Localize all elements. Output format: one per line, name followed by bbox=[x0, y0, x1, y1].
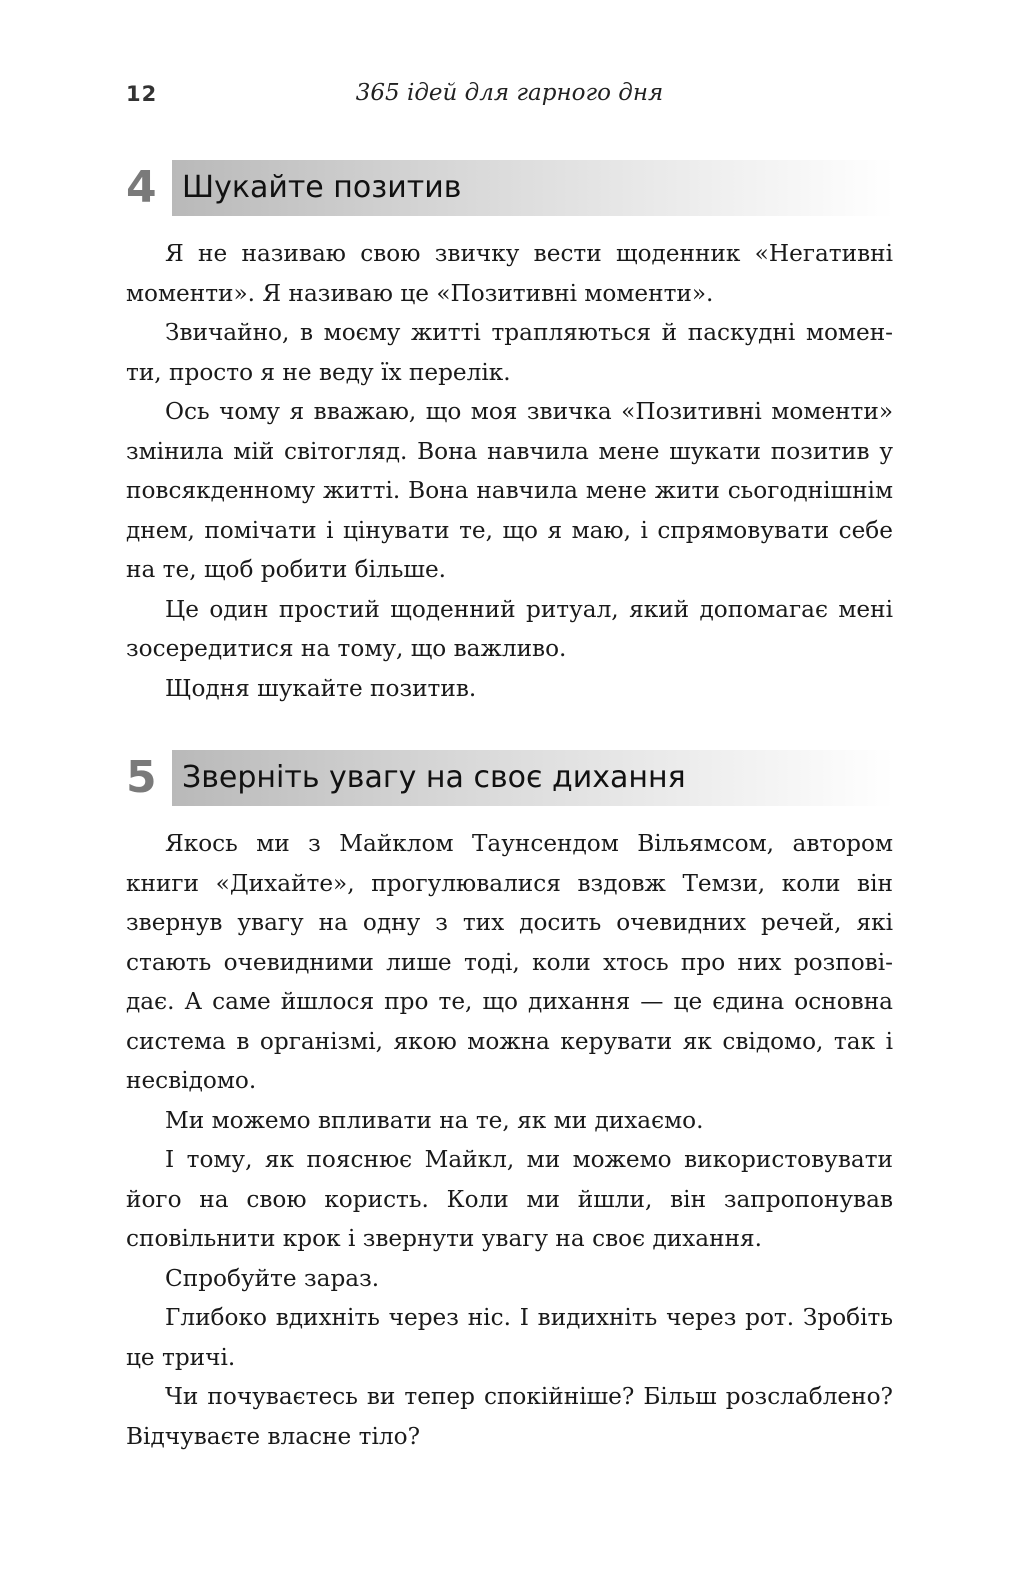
section-title: Шукайте позитив bbox=[182, 170, 462, 205]
section-title: Зверніть увагу на своє дихання bbox=[182, 760, 686, 795]
section-number: 4 bbox=[126, 162, 157, 213]
section-number: 5 bbox=[126, 752, 157, 803]
paragraph: Щодня шукайте позитив. bbox=[165, 674, 477, 702]
section-body bbox=[126, 824, 893, 1456]
section-heading bbox=[126, 750, 893, 808]
book-page bbox=[126, 0, 893, 1575]
section-heading bbox=[126, 160, 893, 218]
paragraph: Якось ми з Майклом Таунсендом Вільямсом, автором книги «Дихайте», прогулювалися вздовж Темзи, коли він звернув увагу на одну з тих досить очевидних речей, які стають очевидними лише тоді, коли хтось про них розповідає. А саме йшлося про те, що дихання — це єдина основна система в організмі, якою можна керувати як свідомо, так і несвідомо. bbox=[126, 830, 893, 1094]
paragraph: Я не називаю свою звичку вести щоденник «Негативні моменти». Я називаю це «Позитивні моменти». bbox=[126, 240, 893, 307]
section-body bbox=[126, 234, 893, 708]
section-5 bbox=[126, 750, 893, 1456]
running-head bbox=[126, 80, 893, 114]
book-title: 365 ідей для гарного дня bbox=[355, 80, 664, 106]
section-4 bbox=[126, 160, 893, 708]
paragraph: І тому, як пояснює Майкл, ми можемо використовувати його на свою користь. Коли ми йшли, він запропонував сповільнити крок і звернути увагу на своє дихання. bbox=[126, 1146, 893, 1252]
paragraph: Ми можемо впливати на те, як ми дихаємо. bbox=[165, 1106, 704, 1134]
paragraph: Спробуйте зараз. bbox=[165, 1264, 380, 1292]
page-number: 12 bbox=[126, 82, 158, 106]
paragraph: Це один простий щоденний ритуал, який допомагає мені зосередитися на тому, що важливо. bbox=[126, 595, 893, 662]
paragraph: Ось чому я вважаю, що моя звичка «Позитивні моменти» змінила мій світогляд. Вона навчила мене шукати позитив у повсякденному житті. Вона навчила мене жити сьогоднішнім днем, помічати і цінувати те, що я маю, і спрямовувати себе на те, щоб робити більше. bbox=[126, 398, 893, 583]
paragraph: Глибоко вдихніть через ніс. І видихніть через рот. Зробіть це тричі. bbox=[126, 1304, 893, 1371]
paragraph: Звичайно, в моєму житті трапляються й паскудні моменти, просто я не веду їх перелік. bbox=[126, 319, 893, 386]
paragraph: Чи почуваєтесь ви тепер спокійніше? Більш розслаблено? Відчуваєте власне тіло? bbox=[126, 1383, 893, 1450]
